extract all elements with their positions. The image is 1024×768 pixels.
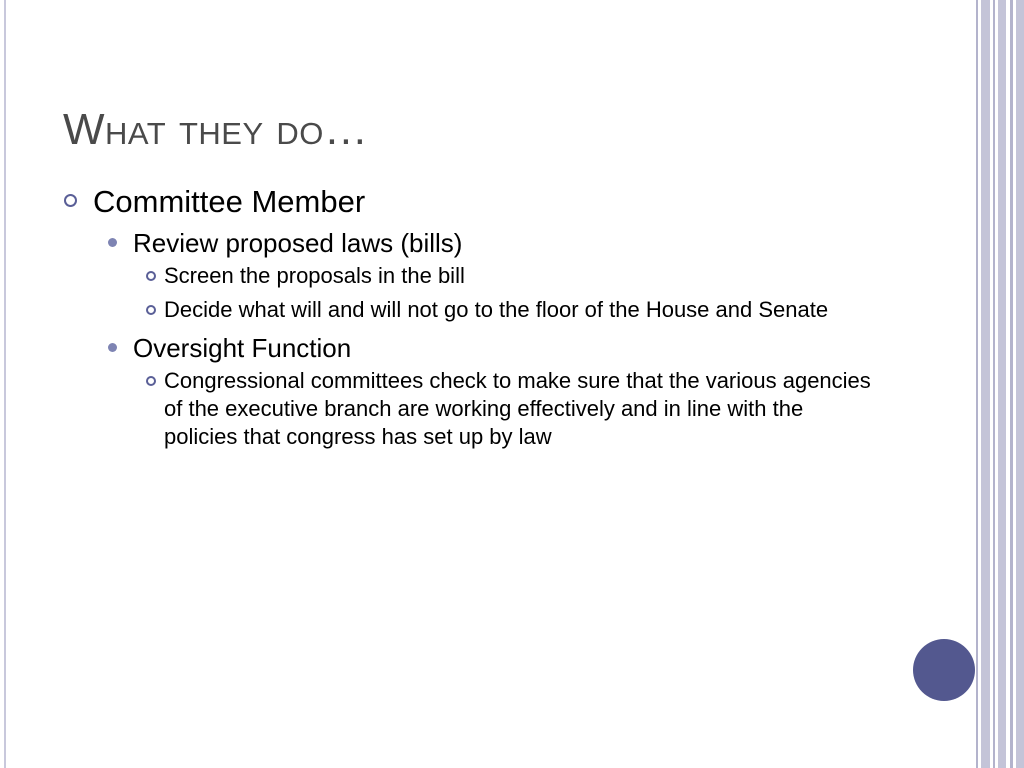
bullet-text: Screen the proposals in the bill — [164, 263, 465, 288]
bullet-text: Congressional committees check to make sure that the various agencies of the executive branch are working effectively and in line with the policies that congress has set up by law — [164, 368, 871, 449]
bullet-text: Committee Member — [93, 184, 366, 219]
list-item — [60, 330, 890, 366]
ring-bullet-icon — [64, 194, 77, 207]
right-stripe — [981, 0, 990, 768]
right-stripe — [998, 0, 1006, 768]
slide-title: What they do… — [63, 105, 369, 154]
bullet-text: Review proposed laws (bills) — [133, 228, 463, 258]
right-stripe — [976, 0, 978, 768]
list-item — [60, 367, 890, 451]
dot-bullet-icon — [108, 343, 117, 352]
bullet-list — [60, 181, 890, 457]
small-ring-bullet-icon — [146, 376, 156, 386]
left-border-line — [4, 0, 6, 768]
right-stripe — [993, 0, 995, 768]
dot-bullet-icon — [108, 238, 117, 247]
list-item — [60, 262, 890, 290]
bullet-text: Decide what will and will not go to the floor of the House and Senate — [164, 297, 829, 322]
list-item — [60, 225, 890, 261]
right-stripe — [1016, 0, 1024, 768]
list-item — [60, 181, 890, 223]
bullet-text: Oversight Function — [133, 333, 352, 363]
right-stripe — [1010, 0, 1013, 768]
circle-decoration-icon — [913, 639, 975, 701]
list-item — [60, 296, 890, 324]
small-ring-bullet-icon — [146, 271, 156, 281]
small-ring-bullet-icon — [146, 305, 156, 315]
